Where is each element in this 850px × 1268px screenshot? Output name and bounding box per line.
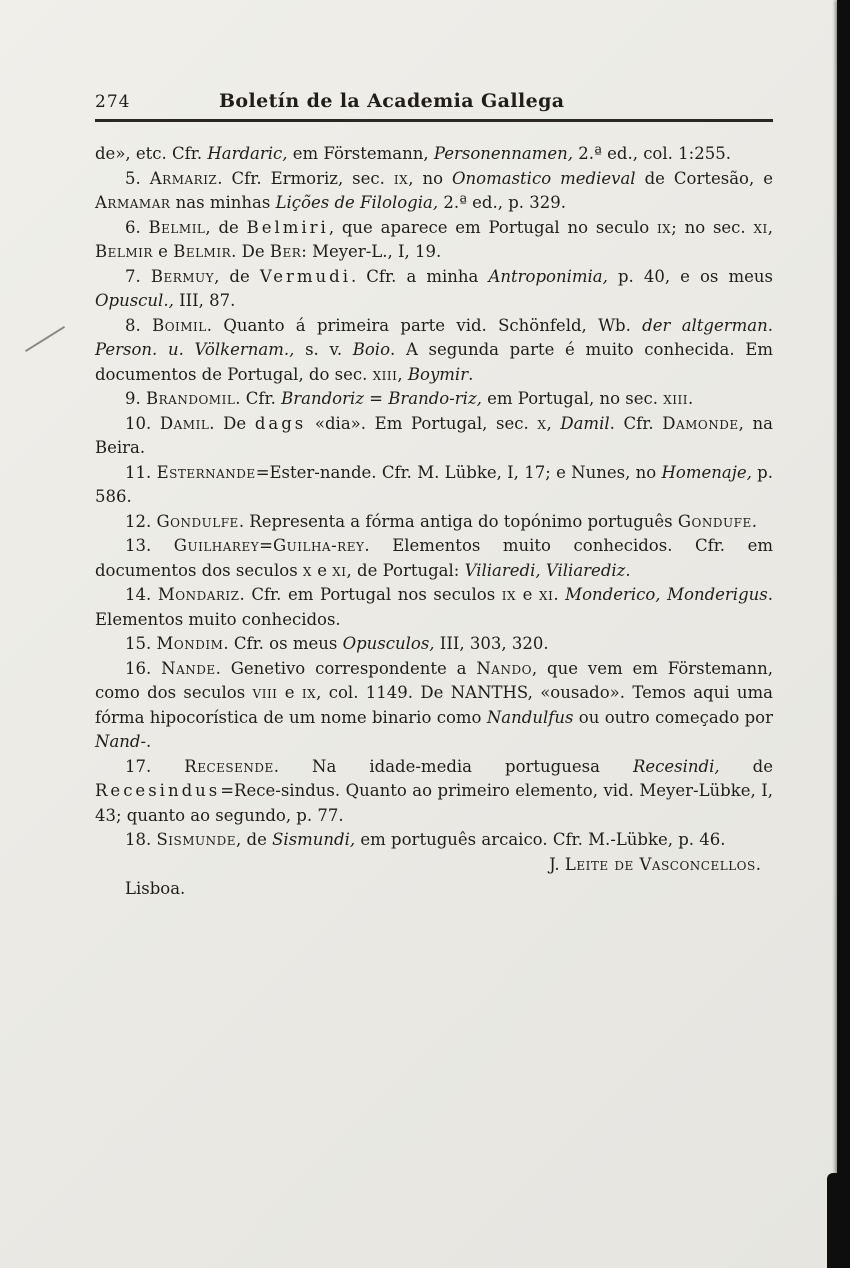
text-run: Lições de Filologia, (275, 193, 439, 212)
text-run: Esternande (156, 462, 256, 482)
text-run: . Cfr. os meus (223, 634, 343, 653)
text-run: 7. (125, 266, 151, 286)
text-run: , de (214, 266, 260, 286)
text-run: . (146, 732, 152, 751)
text-run: , que vem em Förstemann, como dos seculos (95, 658, 773, 702)
text-run: Onomastico medieval (452, 168, 636, 188)
text-run: =Rece-sindus. Quanto ao primeiro elemento, vid. Meyer-Lübke, I, 43; quanto ao segundo, p. 77. (95, 781, 773, 825)
text-run: Damil (560, 413, 610, 433)
text-run: Armamar (95, 193, 171, 212)
text-run: de (719, 756, 773, 776)
text-run: de», etc. Cfr. (95, 144, 208, 163)
text-run: em Portugal, no sec. (481, 389, 664, 408)
text-run: 18. (125, 830, 157, 849)
text-run: dags (254, 413, 307, 433)
text-run: , col. 1149. De NANTHS, «ousado». Temos aqui uma fórma hipocorística de um nome binario como (95, 683, 773, 727)
text-run: ou outro começado por (573, 707, 773, 727)
text-run: ix (656, 217, 672, 237)
text-run: Guilha-rey (272, 536, 365, 555)
text-run: . Cfr. Ermoriz, sec. (217, 168, 394, 188)
text-run: 14. (125, 585, 158, 604)
text-run: Recesindi, (632, 756, 720, 776)
text-run: . De (209, 413, 255, 433)
text-run: . (553, 585, 566, 604)
text-run: Guilharey (173, 536, 260, 555)
text-run: viii (252, 683, 278, 702)
text-run: . (625, 560, 631, 580)
text-run: . (751, 511, 757, 531)
paragraph (95, 461, 773, 510)
text-run: em português arcaico. Cfr. M.-Lübke, p. 46. (355, 830, 726, 849)
text-run: Hardaric, (207, 144, 288, 163)
text-run: , que aparece em Portugal no seculo (328, 217, 657, 237)
paragraph (95, 534, 773, 583)
text-run: 9. (125, 389, 146, 408)
text-run: . Cfr. em Portugal nos seculos (239, 585, 502, 604)
text-run: s. v. (294, 340, 353, 359)
paragraph (95, 142, 773, 167)
paragraph (95, 828, 773, 853)
signature-line (95, 853, 773, 878)
text-run: xiii (372, 364, 398, 384)
text-run: Recesende (184, 756, 274, 776)
text-run: 5. (125, 168, 150, 188)
text-run: , no (408, 168, 453, 188)
text-run: 8. (125, 315, 153, 335)
text-run: . (755, 854, 761, 874)
text-run: nas minhas (170, 193, 276, 212)
text-run: Belmil (148, 217, 206, 237)
text-run: Sismundi, (272, 830, 356, 849)
paragraph (95, 314, 773, 388)
text-run: xi (753, 217, 768, 237)
text-run: =Ester-nande. Cfr. M. Lübke, I, 17; e Nunes, no (255, 462, 662, 482)
text-run: Antroponimia, (488, 266, 608, 286)
text-run: . Na idade-media portuguesa (273, 756, 633, 776)
text-run: ix (393, 168, 409, 188)
scan-scratch-artifact (25, 326, 65, 352)
paragraph (95, 632, 773, 657)
text-run: Nandulfus (486, 707, 574, 727)
text-run: 2.ª ed., p. 329. (438, 193, 567, 212)
text-run: ix (501, 585, 517, 604)
text-run: 13. (125, 536, 174, 555)
text-run: e (152, 242, 174, 261)
text-run: Belmir (95, 242, 153, 261)
text-run: p. 40, e os meus (607, 266, 773, 286)
text-run: , de (236, 830, 273, 849)
text-run: , (546, 413, 561, 433)
text-run: e (516, 585, 540, 604)
text-run: Belmiri (246, 217, 329, 237)
text-run: , de (205, 217, 247, 237)
text-run: x (537, 413, 547, 433)
text-run: , (767, 217, 773, 237)
closing-place: Lisboa. (125, 879, 186, 898)
paragraph (95, 216, 773, 265)
text-run: III, 303, 320. (434, 634, 549, 653)
text-run: Sismunde (156, 830, 237, 849)
text-run: , na Beira. (95, 413, 773, 457)
page-number: 274 (95, 92, 131, 112)
text-run: . Cfr. (235, 389, 282, 408)
text-run: Mondariz (157, 585, 240, 604)
text-run: Personennamen, (433, 144, 574, 163)
text-run: Gondulfe (156, 511, 239, 531)
text-run: 11. (125, 462, 157, 482)
text-run: Recesindus (95, 781, 221, 800)
paragraph (95, 387, 773, 412)
paragraph (95, 657, 773, 755)
text-run: Leite de Vasconcellos (564, 854, 756, 874)
text-run: Armariz (149, 168, 218, 188)
text-run: . Elementos muito conhecidos. (95, 585, 773, 629)
text-run: ; no sec. (671, 217, 754, 237)
text-run: Damil (159, 413, 210, 433)
text-run: «dia». Em Portugal, sec. (306, 413, 538, 433)
text-run: em Förstemann, (287, 144, 434, 163)
paragraph (95, 755, 773, 829)
text-run: . Elementos muito conhecidos. Cfr. em documentos dos seculos (95, 536, 773, 580)
scan-corner-artifact (827, 1173, 850, 1268)
text-run: Monderico, Monderigus (565, 585, 768, 604)
text-run: 6. (125, 217, 149, 237)
text-run: Boimil (152, 315, 207, 335)
text-run: e (311, 560, 333, 580)
text-run: Mondim (156, 634, 224, 653)
text-run: xi (539, 585, 554, 604)
text-run: 17. (125, 756, 185, 776)
text-run: , de Portugal: (346, 560, 465, 580)
paragraph (95, 510, 773, 535)
text-run: Opusculos, (342, 634, 435, 653)
paragraph (95, 167, 773, 216)
text-run: Ber (269, 242, 302, 261)
text-run: Homenaje, (661, 462, 752, 482)
text-run: J. (549, 854, 565, 874)
text-run: : Meyer-L., I, 19. (301, 242, 442, 261)
text-run: Brandomil (146, 389, 236, 408)
text-run: 2.ª ed., col. 1:255. (573, 144, 731, 163)
text-run: Viliaredi, Viliarediz (464, 560, 626, 580)
text-run: Boio (352, 340, 391, 359)
scan-edge-bar-artifact (837, 0, 850, 1268)
text-run: . (688, 389, 694, 408)
text-run: . A segunda parte é muito conhecida. Em documentos de Portugal, do sec. (95, 340, 773, 384)
text-run: e (277, 683, 302, 702)
text-run: Nand- (95, 732, 147, 751)
text-run: Boymir (407, 364, 469, 384)
text-run: xi (332, 560, 347, 580)
text-run: xiii (663, 389, 689, 408)
text-run: Vermudi (259, 266, 351, 286)
text-run: Nando (476, 658, 532, 678)
paragraph (95, 583, 773, 632)
text-run: 15. (125, 634, 157, 653)
text-run: Damonde (662, 413, 739, 433)
text-run: Nande (161, 658, 216, 678)
text-run: der altgerman. Person. u. Völkernam., (95, 315, 774, 359)
text-run: Bermuy (150, 266, 215, 286)
text-run: . Genetivo correspondente a (215, 658, 477, 678)
text-run: Gondufe (677, 511, 752, 531)
text-run: x (302, 560, 312, 580)
text-run: Brandoriz = Brando-riz, (281, 389, 482, 408)
body-text (95, 142, 773, 902)
text-run: . De (231, 242, 270, 261)
text-run: ix (301, 683, 317, 702)
text-run: , (397, 364, 408, 384)
text-run: . Cfr. (609, 413, 663, 433)
text-run: . Cfr. a minha (350, 266, 489, 286)
page-header (95, 90, 773, 122)
journal-title: Boletín de la Academia Gallega (218, 90, 565, 112)
text-run: . (468, 364, 474, 384)
text-run: . Representa a fórma antiga do topónimo português (238, 511, 678, 531)
text-run: = (259, 536, 273, 555)
text-run: III, 87. (173, 291, 236, 310)
text-run: . Quanto á primeira parte vid. Schönfeld, Wb. (206, 315, 643, 335)
text-run: 16. (125, 658, 162, 678)
text-run: de Cortesão, e (635, 168, 774, 188)
text-run: Opuscul., (95, 291, 174, 310)
text-run: p. 586. (95, 462, 773, 506)
paragraph (95, 265, 773, 314)
text-run: Belmir (173, 242, 232, 261)
text-run: 12. (125, 511, 157, 531)
text-run: 10. (125, 413, 160, 433)
paragraph (95, 412, 773, 461)
